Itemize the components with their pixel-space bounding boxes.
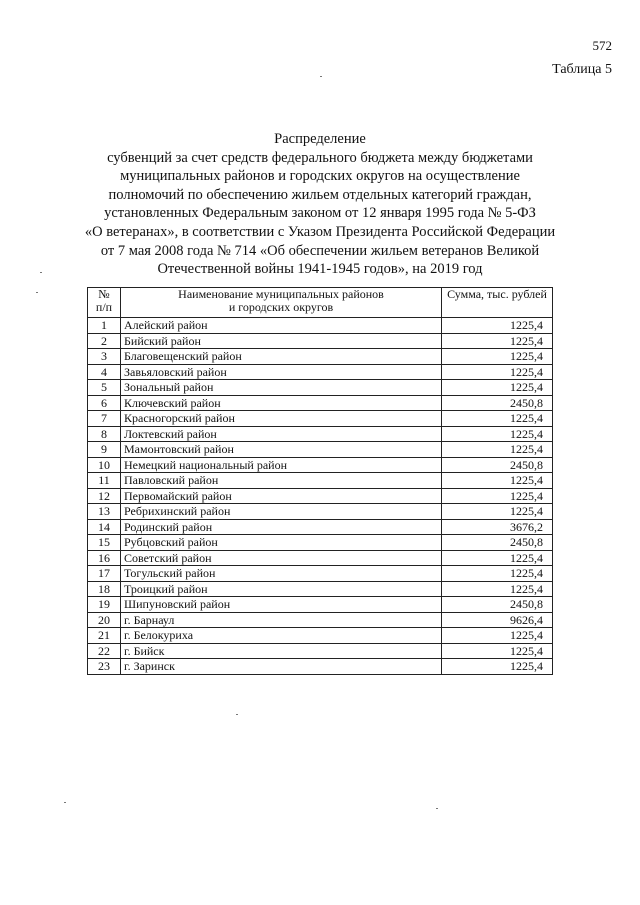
table-row [88,411,553,427]
row-sum: 1225,4 [442,628,553,644]
table-row [88,442,553,458]
heading-line: установленных Федеральным законом от 12 января 1995 года № 5-ФЗ [104,205,536,222]
row-number: 6 [88,395,121,411]
row-sum: 1225,4 [442,333,553,349]
row-sum: 2450,8 [442,597,553,613]
heading-line: субвенций за счет средств федерального бюджета между бюджетами [107,149,533,166]
table-row [88,318,553,334]
row-name: г. Бийск [121,643,442,659]
row-sum: 1225,4 [442,581,553,597]
row-name: Красногорский район [121,411,442,427]
row-sum: 1225,4 [442,442,553,458]
row-number: 4 [88,364,121,380]
row-number: 7 [88,411,121,427]
row-sum: 1225,4 [442,504,553,520]
row-name: Локтевский район [121,426,442,442]
row-number: 3 [88,349,121,365]
row-sum: 1225,4 [442,380,553,396]
scan-speck [436,808,438,809]
header-sum: Сумма, тыс. рублей [442,288,553,318]
row-number: 19 [88,597,121,613]
row-number: 21 [88,628,121,644]
table-row [88,473,553,489]
header-name-line: и городских округов [228,300,334,314]
row-number: 23 [88,659,121,675]
row-name: Ключевский район [121,395,442,411]
row-name: Родинский район [121,519,442,535]
row-name: Троицкий район [121,581,442,597]
scan-speck [320,76,322,77]
row-number: 17 [88,566,121,582]
row-sum: 1225,4 [442,550,553,566]
row-name: Тогульский район [121,566,442,582]
row-sum: 1225,4 [442,473,553,489]
row-number: 8 [88,426,121,442]
row-name: Благовещенский район [121,349,442,365]
header-name [121,288,442,318]
heading-line: Распределение [274,131,366,147]
scan-speck [40,272,42,273]
row-name: Завьяловский район [121,364,442,380]
table-row [88,643,553,659]
heading-line: от 7 мая 2008 года № 714 «Об обеспечении жильем ветеранов Великой [100,242,540,259]
distribution-table [87,287,553,675]
table-header-row [88,288,553,318]
row-sum: 1225,4 [442,566,553,582]
row-number: 12 [88,488,121,504]
table-row [88,349,553,365]
row-number: 18 [88,581,121,597]
scan-speck [36,292,38,293]
row-sum: 9626,4 [442,612,553,628]
table-row [88,504,553,520]
row-sum: 1225,4 [442,364,553,380]
row-number: 11 [88,473,121,489]
row-number: 13 [88,504,121,520]
row-sum: 1225,4 [442,643,553,659]
row-sum: 2450,8 [442,395,553,411]
row-name: г. Барнаул [121,612,442,628]
table-label: Таблица 5 [552,62,612,77]
row-name: Мамонтовский район [121,442,442,458]
row-number: 10 [88,457,121,473]
scan-speck [236,714,238,715]
row-sum: 1225,4 [442,411,553,427]
row-number: 5 [88,380,121,396]
row-name: г. Белокуриха [121,628,442,644]
table-row [88,659,553,675]
row-name: Шипуновский район [121,597,442,613]
row-sum: 3676,2 [442,519,553,535]
heading-line: «О ветеранах», в соответствии с Указом Президента Российской Федерации [84,223,556,240]
header-number-line: п/п [95,300,113,314]
row-name: Первомайский район [121,488,442,504]
row-number: 22 [88,643,121,659]
row-name: Ребрихинский район [121,504,442,520]
row-name: Бийский район [121,333,442,349]
row-number: 9 [88,442,121,458]
document-heading [60,130,580,279]
heading-line: полномочий по обеспечению жильем отдельных категорий граждан, [108,186,532,203]
row-name: Немецкий национальный район [121,457,442,473]
table-row [88,535,553,551]
page-number: 572 [592,38,612,53]
table-row [88,628,553,644]
row-sum: 2450,8 [442,457,553,473]
table-row [88,380,553,396]
row-sum: 1225,4 [442,659,553,675]
table-row [88,566,553,582]
table-row [88,395,553,411]
row-number: 2 [88,333,121,349]
row-number: 20 [88,612,121,628]
row-name: г. Заринск [121,659,442,675]
row-name: Павловский район [121,473,442,489]
row-sum: 1225,4 [442,488,553,504]
row-sum: 1225,4 [442,349,553,365]
table-row [88,333,553,349]
row-number: 15 [88,535,121,551]
table-row [88,426,553,442]
heading-line: муниципальных районов и городских округов на осуществление [120,168,520,185]
row-name: Зональный район [121,380,442,396]
table-row [88,488,553,504]
header-number [88,288,121,318]
header-name-line: Наименование муниципальных районов [178,287,384,301]
table-row [88,550,553,566]
heading-line: Отечественной войны 1941-1945 годов», на 2019 год [157,261,483,278]
table-body [88,318,553,675]
row-name: Советский район [121,550,442,566]
header-number-line: № [98,287,110,301]
table-row [88,597,553,613]
table-row [88,612,553,628]
row-name: Алейский район [121,318,442,334]
table-row [88,364,553,380]
table-row [88,457,553,473]
row-name: Рубцовский район [121,535,442,551]
row-number: 14 [88,519,121,535]
scan-speck [64,802,66,803]
row-number: 16 [88,550,121,566]
row-number: 1 [88,318,121,334]
row-sum: 1225,4 [442,318,553,334]
row-sum: 2450,8 [442,535,553,551]
table-row [88,519,553,535]
row-sum: 1225,4 [442,426,553,442]
table-row [88,581,553,597]
